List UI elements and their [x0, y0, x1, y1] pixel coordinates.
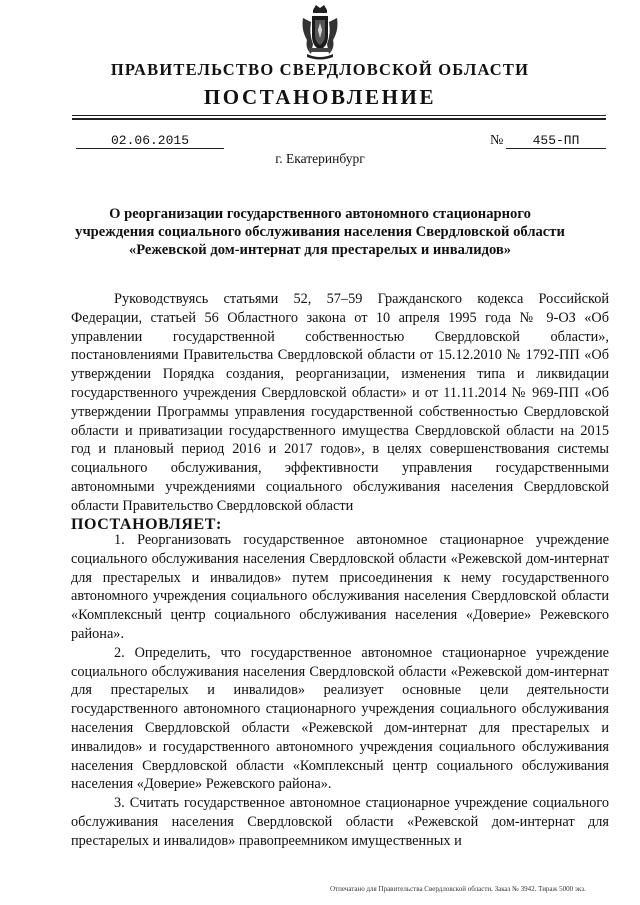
subject-line: учреждения социального обслуживания населения Свердловской области [75, 224, 565, 240]
preamble [71, 290, 609, 516]
decree-item-1: 1. Реорганизовать государственное автономное стационарное учреждение социального обслуживания населения Свердловской области «Режевской дом-интернат для престарелых и инвалидов» путем присоединения к нему государственного автономного учреждения социального обслуживания населения Свердловской области «Комплексный центр социального обслуживания населения «Доверие» Режевского района». [71, 532, 609, 642]
coat-of-arms-icon [299, 4, 341, 62]
document-subject [60, 205, 580, 259]
government-name: ПРАВИТЕЛЬСТВО СВЕРДЛОВСКОЙ ОБЛАСТИ [110, 60, 530, 79]
subject-line: «Режевской дом-интернат для престарелых и инвалидов» [128, 242, 512, 258]
number-label: № [490, 133, 504, 148]
print-footer: Отпечатано для Правительства Свердловской области. Заказ № 3942. Тираж 5000 экз. [330, 885, 586, 893]
preamble-text: Руководствуясь статьями 52, 57–59 Гражданского кодекса Российской Федерации, статьей 56 Областного закона от 10 апреля 1995 года № 9-ОЗ «Об управлении государственной собственностью Свердловской области», постановлениями Правительства Свердловской области от 15.12.2010 № 1792-ПП «Об утверждении Порядка создания, реорганизации, изменения типа и ликвидации государственного учреждения Свердловской области» и от 11.11.2014 № 969-ПП «Об утверждении Программы управления государственной собственностью Свердловской области и приватизации государственного имущества Свердловской области на 2015 год и плановый период 2016 и 2017 годов», в целях совершенствования системы социального обслуживания, эффективности управления государственными автономными учреждениями социального обслуживания населения Свердловской области Правительство Свердловской области [71, 291, 609, 514]
decree-items [71, 531, 609, 851]
decree-heading: ПОСТАНОВЛЯЕТ: [71, 516, 222, 533]
subject-line: О реорганизации государственного автономного стационарного [109, 206, 531, 222]
document-type: ПОСТАНОВЛЕНИЕ [203, 85, 437, 109]
decree-item-2: 2. Определить, что государственное автономное стационарное учреждение социального обслуживания населения Свердловской области «Режевской дом-интернат для престарелых и инвалидов» реализует основные цели деятельности государственного автономного стационарного учреждения социального обслуживания населения Свердловской области «Режевской дом-интернат для престарелых и инвалидов» и государственного автономного учреждения социального обслуживания населения Свердловской области «Комплексный центр социального обслуживания населения «Доверие» Режевского района». [71, 644, 609, 793]
document-number: 455-ПП [506, 134, 606, 149]
decree-item-3: 3. Считать государственное автономное стационарное учреждение социального обслуживания населения Свердловской области «Режевской дом-интернат для престарелых и инвалидов» правопреемником имущественных и [71, 795, 609, 849]
document-date: 02.06.2015 [76, 134, 224, 149]
header-rule-thin [72, 115, 606, 116]
header-rule-thick [72, 118, 606, 120]
document-city: г. Екатеринбург [275, 151, 365, 166]
